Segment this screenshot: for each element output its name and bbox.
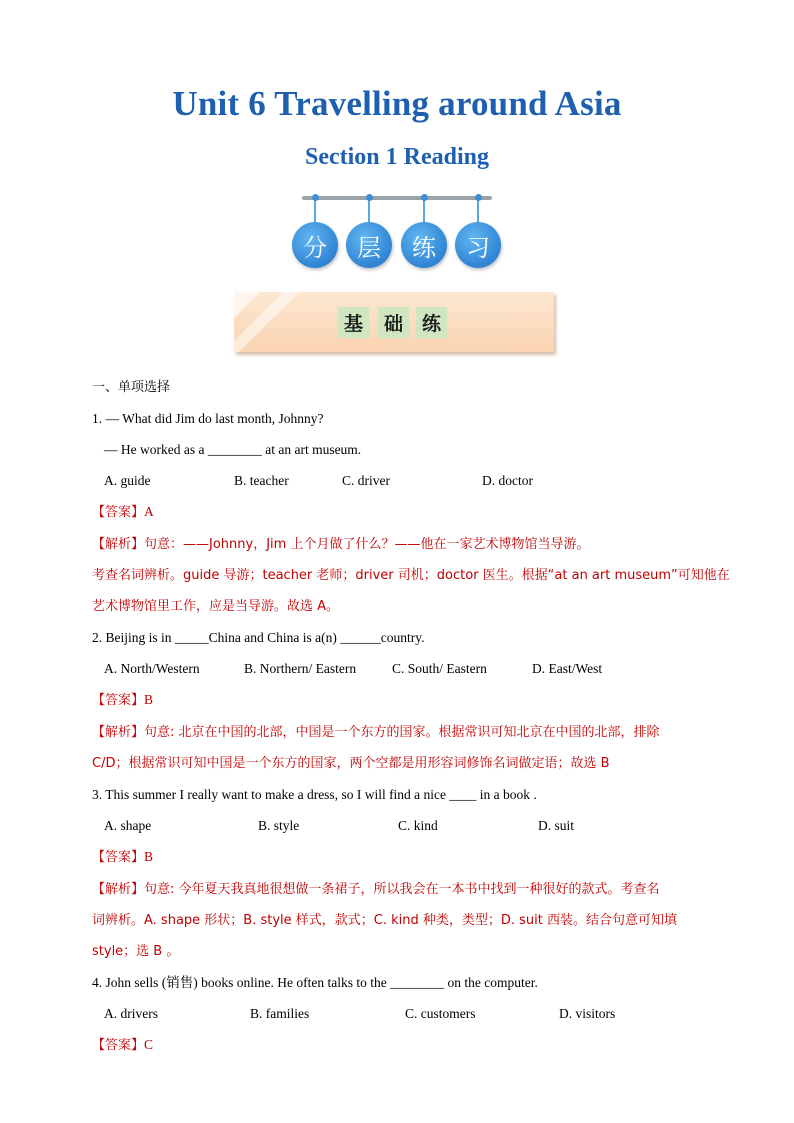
answer-line xyxy=(92,841,712,873)
exercise-content xyxy=(92,372,730,1061)
question-options xyxy=(92,653,712,684)
option: D. East/West xyxy=(532,661,603,676)
explanation-line xyxy=(92,716,712,748)
answer-tag: 【答案】 xyxy=(92,1038,145,1053)
question-options xyxy=(92,998,712,1029)
tier-circle: 层 xyxy=(346,222,392,268)
hanger-string xyxy=(314,197,316,225)
answer-value: B xyxy=(144,849,154,864)
explanation-text: 句意: 北京在中国的北部，中国是一个东方的国家。根据常识可知北京在中国的北部，排除 xyxy=(144,725,660,740)
option: A. shape xyxy=(104,818,152,833)
answer-line xyxy=(92,496,712,528)
explanation-text: C/D；根据常识可知中国是一个东方的国家，两个空都是用形容词修饰名词做定语；故选 B xyxy=(92,756,610,771)
explanation-tag: 【解析】 xyxy=(92,725,145,740)
question-stem: 4. John sells (销售) books online. He often talks to the ________ on the computer. xyxy=(92,975,538,990)
level-banner xyxy=(234,292,554,352)
hanger-string xyxy=(477,197,479,225)
answer-line xyxy=(92,684,712,716)
answer-value: A xyxy=(144,504,154,519)
page-title: Unit 6 Travelling around Asia xyxy=(172,84,622,123)
option: D. visitors xyxy=(559,1006,616,1021)
explanation-line xyxy=(92,528,712,560)
question-options xyxy=(92,810,712,841)
section-heading: 一、单项选择 xyxy=(92,380,171,395)
explanation-text: 句意：——Johnny，Jim 上个月做了什么？——他在一家艺术博物馆当导游。 xyxy=(144,537,590,552)
tier-circle: 练 xyxy=(401,222,447,268)
banner-char: 基 xyxy=(338,307,369,338)
explanation-text: 词辨析。A. shape 形状；B. style 样式，款式；C. kind 种类，类型；D. suit 西装。结合句意可知填 xyxy=(92,913,678,928)
answer-line xyxy=(92,1029,712,1061)
banner-char: 练 xyxy=(416,307,447,338)
explanation-text: 艺术博物馆里工作，应是当导游。故选 A。 xyxy=(92,599,340,614)
tier-circle: 分 xyxy=(292,222,338,268)
hanger-bar xyxy=(302,196,492,200)
question-stem-line: — He worked as a ________ at an art museum. xyxy=(104,442,362,457)
hanger-dot xyxy=(366,194,373,201)
option: C. South/ Eastern xyxy=(392,661,487,676)
answer-value: B xyxy=(144,692,154,707)
question-stem: 2. Beijing is in _____China and China is a(n) ______country. xyxy=(92,630,425,645)
option: B. Northern/ Eastern xyxy=(244,661,357,676)
explanation-text: 句意: 今年夏天我真地很想做一条裙子，所以我会在一本书中找到一种很好的款式。考查名 xyxy=(144,882,660,897)
explanation-tag: 【解析】 xyxy=(92,882,145,897)
hanger-dot xyxy=(312,194,319,201)
banner-char: 础 xyxy=(378,307,409,338)
option: B. teacher xyxy=(234,473,289,488)
answer-value: C xyxy=(144,1037,154,1052)
hanger-dot xyxy=(421,194,428,201)
explanation-text: 考查名词辨析。guide 导游；teacher 老师；driver 司机；doctor 医生。根据“at an art museum”可知他在 xyxy=(92,568,730,583)
option: C. kind xyxy=(398,818,438,833)
hanger-string xyxy=(368,197,370,225)
option: C. driver xyxy=(342,473,390,488)
tier-circle: 习 xyxy=(455,222,501,268)
option: B. families xyxy=(250,1006,310,1021)
answer-tag: 【答案】 xyxy=(92,850,145,865)
explanation-text: style；选 B 。 xyxy=(92,944,180,959)
hanger-dot xyxy=(475,194,482,201)
option: D. doctor xyxy=(482,473,533,488)
question-stem: 1. — What did Jim do last month, Johnny? xyxy=(92,411,324,426)
option: A. guide xyxy=(104,473,151,488)
explanation-tag: 【解析】 xyxy=(92,537,145,552)
question-options xyxy=(92,465,712,496)
page-subtitle: Section 1 Reading xyxy=(304,144,489,170)
banner-stripe xyxy=(234,292,304,352)
option: B. style xyxy=(258,818,300,833)
answer-tag: 【答案】 xyxy=(92,693,145,708)
option: C. customers xyxy=(405,1006,476,1021)
option: D. suit xyxy=(538,818,575,833)
hanger-string xyxy=(423,197,425,225)
answer-tag: 【答案】 xyxy=(92,505,145,520)
option: A. North/Western xyxy=(104,661,200,676)
option: A. drivers xyxy=(104,1006,158,1021)
explanation-line xyxy=(92,873,712,905)
question-stem: 3. This summer I really want to make a dress, so I will find a nice ____ in a book . xyxy=(92,787,537,802)
